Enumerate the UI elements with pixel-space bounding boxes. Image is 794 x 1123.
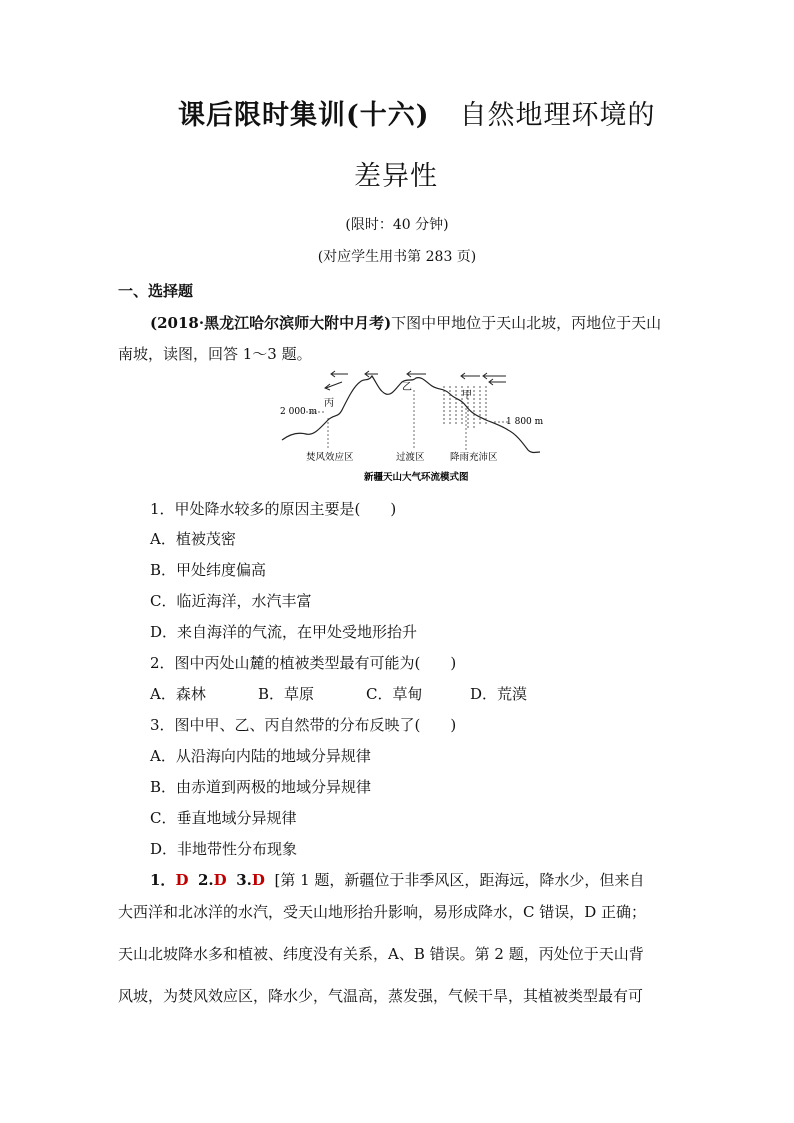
intro-line2: 南坡，读图，回答 1～3 题。 <box>118 345 312 363</box>
q2-option-d: D．荒漠 <box>470 685 528 703</box>
q2-option-c: C．草甸 <box>366 685 423 703</box>
q3-option-c: C．垂直地域分异规律 <box>150 809 297 827</box>
figure-svg <box>276 368 546 486</box>
q1-option-a: A．植被茂密 <box>150 530 236 548</box>
time-limit: (限时：40 分钟) <box>345 217 449 233</box>
question-2-stem: 2．图中丙处山麓的植被类型最有可能为( ) <box>150 654 457 672</box>
figure-caption: 新疆天山大气环流模式图 <box>364 472 469 483</box>
answer-1: D <box>175 871 189 889</box>
answer-explanation-1: [第 1 题，新疆位于非季风区，距海远，降水少，但来自 <box>274 871 645 889</box>
intro-source: (2018·黑龙江哈尔滨师大附中月考) <box>150 314 392 332</box>
q1-option-c: C．临近海洋，水汽丰富 <box>150 592 312 610</box>
intro-text-1: 下图中甲地位于天山北坡，丙地位于天山 <box>391 314 662 332</box>
q2-options-row <box>150 683 710 704</box>
leader-lines <box>306 390 508 450</box>
page-title <box>178 96 656 136</box>
answer-num-2: 2. <box>198 871 214 889</box>
wind-arrows <box>325 371 506 390</box>
intro-line1 <box>150 312 710 333</box>
answer-explanation-3: 天山北坡降水多和植被、纬度没有关系，A、B 错误。第 2 题，丙处位于天山背 <box>118 945 644 963</box>
answer-line-1 <box>150 869 710 890</box>
q2-option-b: B．草原 <box>258 685 315 703</box>
question-1-stem: 1．甲处降水较多的原因主要是( ) <box>150 500 397 518</box>
section-heading: 一、选择题 <box>118 282 194 300</box>
q2-option-a: A．森林 <box>150 685 206 703</box>
label-1800m: 1 800 m <box>506 417 544 427</box>
answer-num-1: 1． <box>150 871 176 889</box>
zone-transition: 过渡区 <box>396 452 425 463</box>
question-3-stem: 3．图中甲、乙、丙自然带的分布反映了( ) <box>150 716 457 734</box>
label-yi: 乙 <box>402 382 412 393</box>
answer-2: D <box>213 871 227 889</box>
label-jia: 甲 <box>462 390 472 401</box>
q1-option-d: D．来自海洋的气流，在甲处受地形抬升 <box>150 623 418 641</box>
answer-3: D <box>251 871 265 889</box>
book-reference: (对应学生用书第 283 页) <box>317 249 477 265</box>
answer-num-3: 3. <box>236 871 252 889</box>
q1-option-b: B．甲处纬度偏高 <box>150 561 267 579</box>
answer-explanation-4: 风坡，为焚风效应区，降水少，气温高，蒸发强，气候干旱，其植被类型最有可 <box>118 987 644 1005</box>
q3-option-a: A．从沿海向内陆的地域分异规律 <box>150 747 371 765</box>
title-line2: 差异性 <box>354 161 438 192</box>
q3-option-b: B．由赤道到两极的地域分异规律 <box>150 778 372 796</box>
tianshan-circulation-figure <box>276 368 546 486</box>
label-2000m: 2 000 m <box>280 407 318 417</box>
zone-rain: 降雨充沛区 <box>450 452 498 463</box>
label-bing: 丙 <box>324 398 334 409</box>
q3-option-d: D．非地带性分布现象 <box>150 840 298 858</box>
title-rest: 自然地理环境的 <box>459 100 656 131</box>
answer-explanation-2: 大西洋和北冰洋的水汽，受天山地形抬升影响，易形成降水，C 错误，D 正确； <box>118 903 647 921</box>
title-bold: 课后限时集训(十六) <box>178 100 430 131</box>
zone-foehn: 焚风效应区 <box>306 452 354 463</box>
